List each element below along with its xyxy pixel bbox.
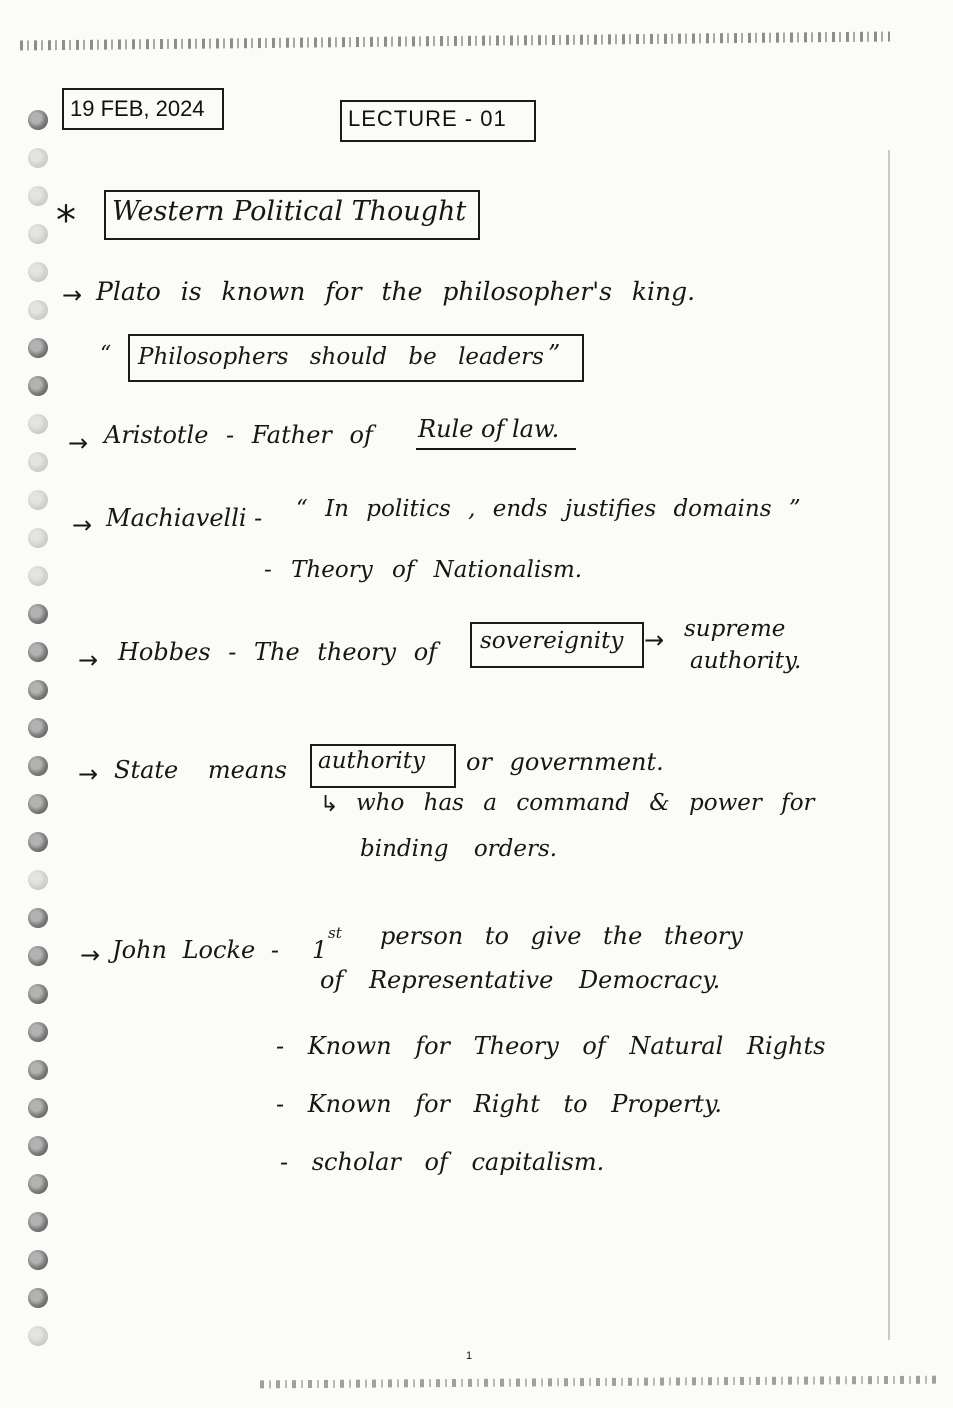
binding-hole bbox=[28, 1060, 48, 1080]
binding-hole bbox=[28, 414, 48, 434]
machiavelli-quote: “ In politics , ends justifies domains ” bbox=[296, 496, 801, 522]
plato-quote: Philosophers should be leaders bbox=[138, 344, 544, 370]
binding-hole bbox=[28, 756, 48, 776]
machiavelli-nationalism: - Theory of Nationalism. bbox=[264, 557, 583, 583]
spiral-binding-holes bbox=[22, 100, 62, 1360]
lecture-title: LECTURE - 01 bbox=[348, 106, 507, 131]
rule-of-law-underline bbox=[416, 448, 576, 450]
arrow-right-icon: → bbox=[72, 511, 93, 539]
binding-hole bbox=[28, 832, 48, 852]
binding-hole bbox=[28, 642, 48, 662]
binding-hole bbox=[28, 528, 48, 548]
binding-hole bbox=[28, 794, 48, 814]
first-number: 1 bbox=[312, 936, 328, 964]
binding-hole bbox=[28, 300, 48, 320]
machiavelli-name: Machiavelli - bbox=[106, 504, 263, 532]
locke-representative-democracy: of Representative Democracy. bbox=[320, 966, 721, 994]
binding-hole bbox=[28, 110, 48, 130]
arrow-right-icon: → bbox=[80, 941, 101, 969]
locke-right-to-property: - Known for Right to Property. bbox=[276, 1090, 722, 1118]
page-heading: Western Political Thought bbox=[112, 196, 467, 227]
binding-hole bbox=[28, 1136, 48, 1156]
state-means: State means bbox=[114, 756, 287, 784]
binding-hole bbox=[28, 908, 48, 928]
arrow-right-icon: → bbox=[68, 429, 89, 457]
binding-hole bbox=[28, 1288, 48, 1308]
asterisk-icon: * bbox=[56, 198, 76, 244]
binding-hole bbox=[28, 1174, 48, 1194]
arrow-right-icon: → bbox=[78, 760, 99, 788]
margin-line bbox=[888, 150, 890, 1340]
arrow-right-icon: → bbox=[62, 281, 83, 309]
authority-word: authority. bbox=[690, 648, 802, 674]
sub-arrow-icon: ↳ bbox=[320, 792, 339, 817]
binding-hole bbox=[28, 680, 48, 700]
state-command-line: who has a command & power for bbox=[356, 790, 815, 816]
binding-hole bbox=[28, 1212, 48, 1232]
binding-hole bbox=[28, 262, 48, 282]
binding-hole bbox=[28, 870, 48, 890]
locke-natural-rights: - Known for Theory of Natural Rights bbox=[276, 1032, 826, 1060]
plato-line: Plato is known for the philosopher's king. bbox=[96, 277, 696, 306]
rule-of-law: Rule of law. bbox=[418, 415, 560, 443]
binding-hole bbox=[28, 452, 48, 472]
binding-hole bbox=[28, 1250, 48, 1270]
bottom-torn-edge bbox=[260, 1376, 940, 1389]
first-superscript: st bbox=[328, 924, 342, 942]
locke-capitalism: - scholar of capitalism. bbox=[280, 1148, 605, 1176]
locke-name: John Locke - bbox=[112, 936, 279, 964]
page-number: 1 bbox=[466, 1350, 473, 1362]
binding-hole bbox=[28, 224, 48, 244]
binding-hole bbox=[28, 148, 48, 168]
arrow-right-icon: → bbox=[78, 646, 99, 674]
sovereignty-word: sovereignity bbox=[480, 628, 624, 654]
binding-hole bbox=[28, 1326, 48, 1346]
authority-boxed-word: authority bbox=[318, 748, 426, 774]
binding-hole bbox=[28, 984, 48, 1004]
locke-first-person: person to give the theory bbox=[380, 922, 743, 950]
binding-hole bbox=[28, 604, 48, 624]
or-government: or government. bbox=[466, 748, 664, 776]
binding-hole bbox=[28, 566, 48, 586]
binding-hole bbox=[28, 338, 48, 358]
arrow-right-icon: → bbox=[644, 626, 665, 654]
binding-hole bbox=[28, 1098, 48, 1118]
hobbes-line: Hobbes - The theory of bbox=[118, 638, 438, 666]
quote-close-mark: ” bbox=[548, 340, 561, 368]
binding-hole bbox=[28, 186, 48, 206]
binding-hole bbox=[28, 946, 48, 966]
binding-hole bbox=[28, 376, 48, 396]
binding-hole bbox=[28, 490, 48, 510]
top-torn-edge bbox=[20, 31, 890, 50]
state-binding-orders: binding orders. bbox=[360, 836, 558, 862]
binding-hole bbox=[28, 718, 48, 738]
quote-open-mark: “ bbox=[100, 342, 112, 367]
binding-hole bbox=[28, 1022, 48, 1042]
aristotle-line: Aristotle - Father of bbox=[104, 421, 373, 449]
supreme-word: supreme bbox=[684, 616, 786, 642]
date-text: 19 FEB, 2024 bbox=[70, 96, 205, 121]
